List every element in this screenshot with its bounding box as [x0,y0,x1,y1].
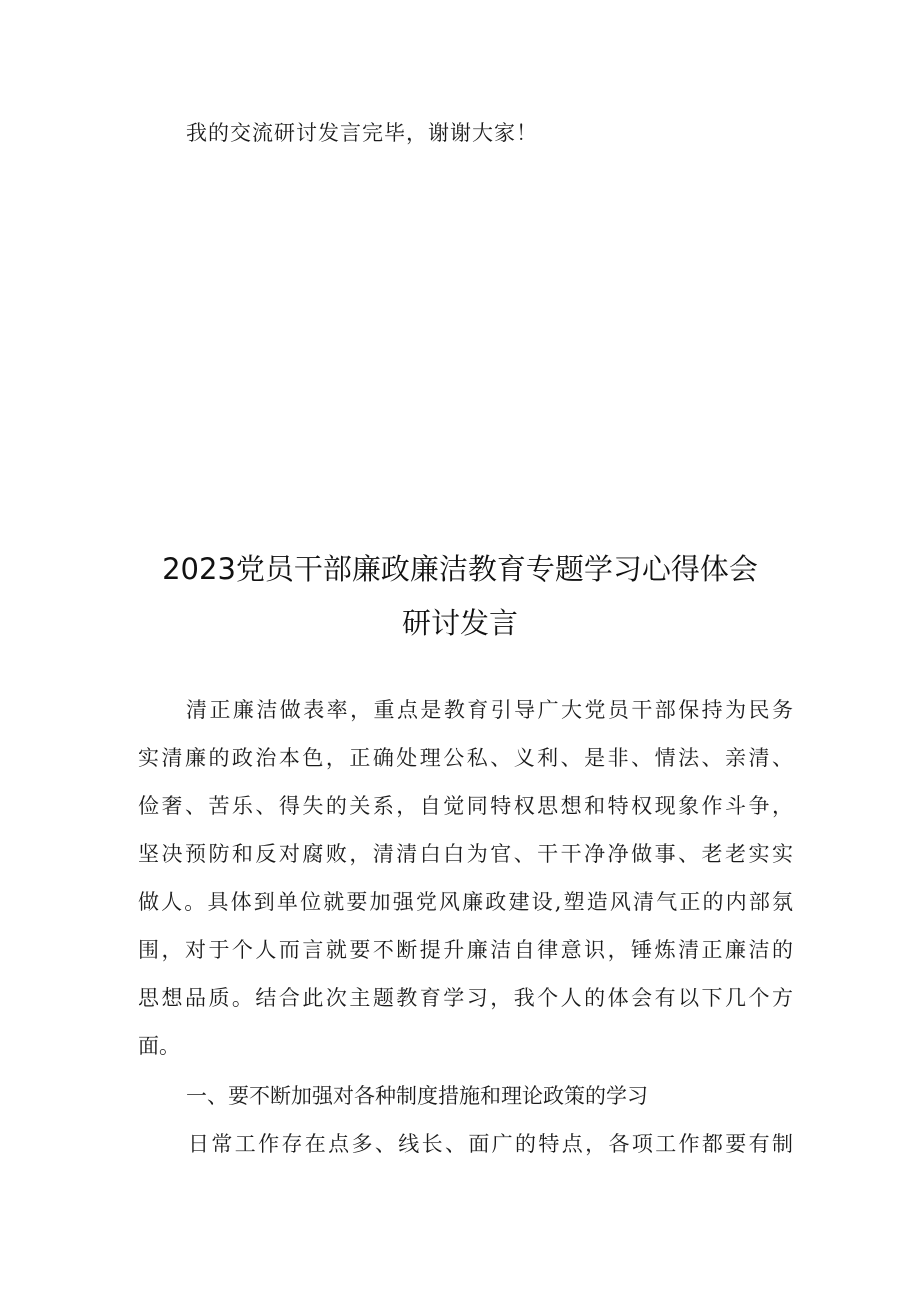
paragraph-line: 思想品质。结合此次主题教育学习，我个人的体会有以下几个方 [138,986,793,1010]
closing-remark: 我的交流研讨发言完毕，谢谢大家！ [186,121,538,145]
section-paragraph-line: 日常工作存在点多、线长、面广的特点，各项工作都要有制 [188,1132,793,1156]
document-body [138,686,793,1168]
paragraph-line: 清正廉洁做表率，重点是教育引导广大党员干部保持为民务 [186,698,793,722]
paragraph-intro [138,686,793,1070]
title-line-1: 2023党员干部廉政廉洁教育专题学习心得体会 [162,552,758,586]
section-heading-1: 一、要不断加强对各种制度措施和理论政策的学习 [186,1084,648,1108]
paragraph-line: 坚决预防和反对腐败，清清白白为官、干干净净做事、老老实实 [138,842,793,866]
paragraph-line: 面。 [138,1034,180,1058]
title-line-2: 研讨发言 [401,606,518,640]
document-title [0,542,920,650]
paragraph-line: 围，对于个人而言就要不断提升廉洁自律意识，锤炼清正廉洁的 [138,938,793,962]
paragraph-line: 做人。具体到单位就要加强党风廉政建设,塑造风清气正的内部氛 [138,890,793,914]
paragraph-line: 俭奢、苦乐、得失的关系，自觉同特权思想和特权现象作斗争， [138,794,793,818]
paragraph-line: 实清廉的政治本色，正确处理公私、义利、是非、情法、亲清、 [138,746,793,770]
